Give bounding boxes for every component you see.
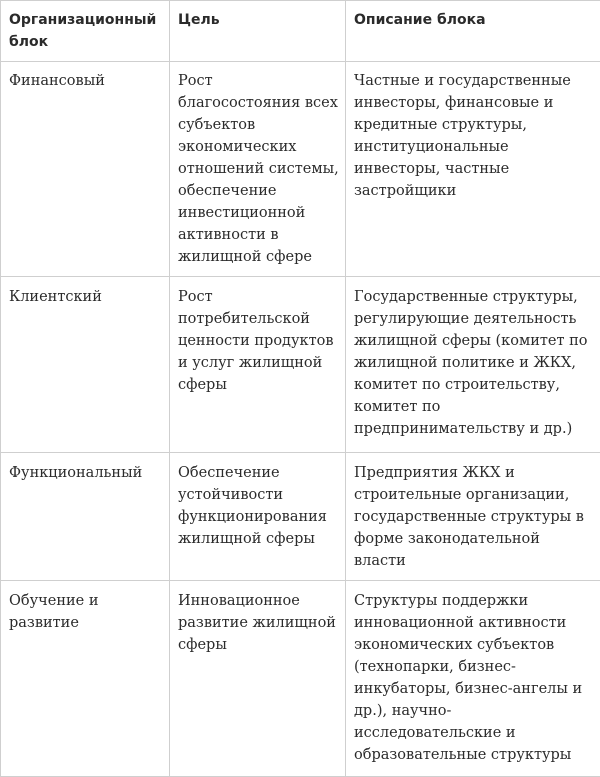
cell-goal: Обеспечение устойчивости функционирования жилищной сферы [170, 453, 346, 581]
cell-block: Функциональный [1, 453, 170, 581]
header-block: Организационный блок [1, 1, 170, 62]
cell-description: Государственные структуры, регулирующие деятельность жилищной сферы (комитет по жилищной политике и ЖКХ, комитет по строительству, комитет по предпринимательству и др.) [346, 277, 600, 453]
cell-goal: Инновационное развитие жилищной сферы [170, 581, 346, 777]
cell-block: Обучение и развитие [1, 581, 170, 777]
cell-block: Клиентский [1, 277, 170, 453]
table-header-row [1, 1, 600, 62]
cell-block: Финансовый [1, 62, 170, 277]
table-row [1, 277, 600, 453]
header-description: Описание блока [346, 1, 600, 62]
cell-goal: Рост потребительской ценности продуктов и услуг жилищной сферы [170, 277, 346, 453]
cell-description: Частные и государственные инвесторы, финансовые и кредитные структуры, институциональные инвесторы, частные застройщики [346, 62, 600, 277]
table-row [1, 581, 600, 777]
table-row [1, 62, 600, 277]
cell-goal: Рост благосостояния всех субъектов экономических отношений системы, обеспечение инвестиционной активности в жилищной сфере [170, 62, 346, 277]
cell-description: Структуры поддержки инновационной активности экономических субъектов (технопарки, бизнес-инкубаторы, бизнес-ангелы и др.), научно-исследовательские и образовательные структуры [346, 581, 600, 777]
table-row [1, 453, 600, 581]
header-goal: Цель [170, 1, 346, 62]
cell-description: Предприятия ЖКХ и строительные организации, государственные структуры в форме законодательной власти [346, 453, 600, 581]
